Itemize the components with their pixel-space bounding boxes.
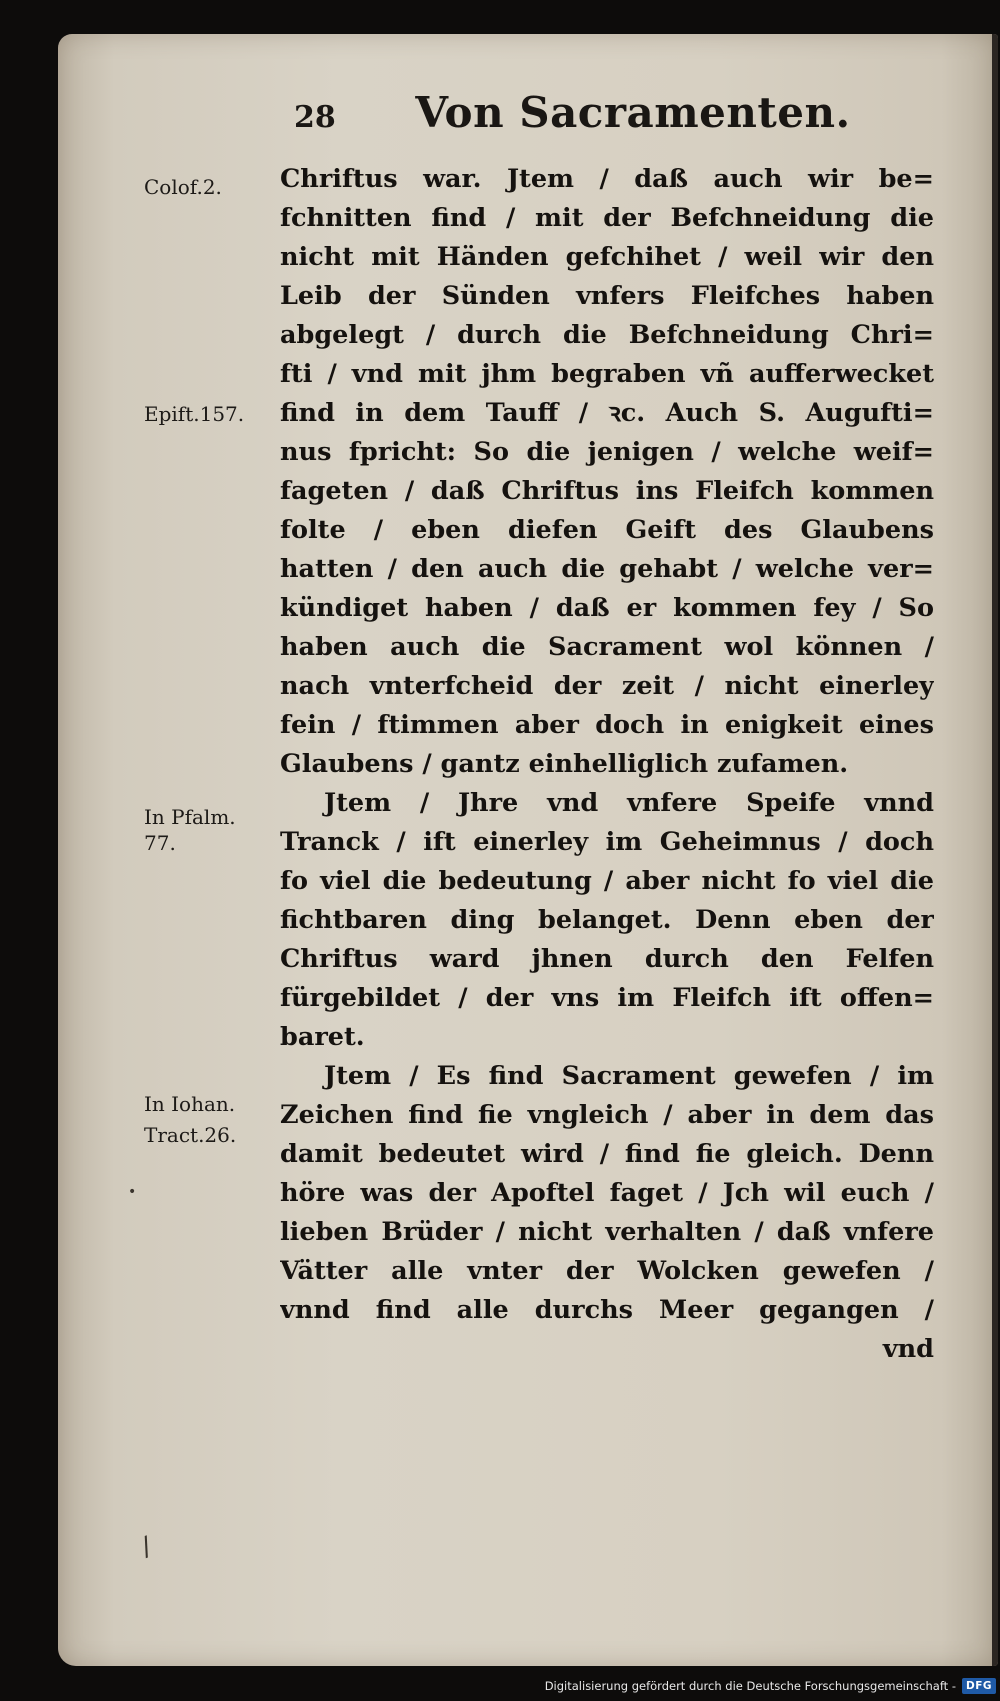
text-line: fchnitten find / mit der Befchneidung die xyxy=(280,203,934,233)
running-title: Von Sacramenten. xyxy=(415,88,851,137)
dfg-logo: DFG xyxy=(962,1678,996,1694)
text-line: fageten / daß Chriftus ins Fleifch kommen xyxy=(280,476,934,506)
text-line: Zeichen find fie vngleich / aber in dem das xyxy=(280,1100,934,1130)
text-line: find in dem Tauff / ꝛc. Auch S. Augufti= xyxy=(280,398,934,428)
text-line: haben auch die Sacrament wol können / xyxy=(280,632,934,662)
text-line: Jtem / Jhre vnd vnfere Speife vnnd xyxy=(324,788,934,818)
text-line: fichtbaren ding belanget. Denn eben der xyxy=(280,905,934,935)
text-line: hatten / den auch die gehabt / welche ver= xyxy=(280,554,934,584)
margin-note-colossians: Colof.2. xyxy=(144,175,222,199)
margin-note-epistle: Epift.157. xyxy=(144,402,245,426)
text-line: Jtem / Es find Sacrament gewefen / im xyxy=(324,1061,934,1091)
ink-speck: • xyxy=(128,1184,137,1200)
margin-note-tractate: Tract.26. xyxy=(144,1123,237,1147)
margin-note-psalm-number: 77. xyxy=(144,831,176,855)
funding-note: Digitalisierung gefördert durch die Deutsche Forschungsgemeinschaft - xyxy=(544,1679,956,1693)
text-line: nicht mit Händen gefchihet / weil wir den xyxy=(280,242,934,272)
pencil-mark: / xyxy=(137,1531,156,1563)
text-line: damit bedeutet wird / find fie gleich. Denn xyxy=(280,1139,934,1169)
page-edge xyxy=(992,34,998,1666)
text-line: vnnd find alle durchs Meer gegangen / xyxy=(280,1295,934,1325)
book-page xyxy=(58,34,998,1666)
text-line: abgelegt / durch die Befchneidung Chri= xyxy=(280,320,934,350)
text-line: folte / eben diefen Geift des Glaubens xyxy=(280,515,934,545)
text-line: fo viel die bedeutung / aber nicht fo viel die xyxy=(280,866,934,896)
text-line: Leib der Sünden vnfers Fleifches haben xyxy=(280,281,934,311)
text-line: kündiget haben / daß er kommen fey / So xyxy=(280,593,934,623)
funding-footer xyxy=(541,1673,1000,1699)
text-line: fti / vnd mit jhm begraben vñ aufferwecket xyxy=(280,359,934,389)
catchword: vnd xyxy=(882,1334,934,1364)
text-line: fein / ftimmen aber doch in enigkeit eines xyxy=(280,710,934,740)
text-line: nach vnterfcheid der zeit / nicht einerley xyxy=(280,671,934,701)
text-line: baret. xyxy=(280,1022,365,1052)
page-header xyxy=(294,88,851,137)
text-line: fürgebildet / der vns im Fleifch ift offen= xyxy=(280,983,934,1013)
margin-note-john: In Iohan. xyxy=(144,1092,236,1116)
text-line: Chriftus war. Jtem / daß auch wir be= xyxy=(280,164,934,194)
text-line: höre was der Apoftel faget / Jch wil euch / xyxy=(280,1178,934,1208)
text-line: nus fpricht: So die jenigen / welche weif= xyxy=(280,437,934,467)
text-line: Chriftus ward jhnen durch den Felfen xyxy=(280,944,934,974)
body-text xyxy=(280,160,934,1369)
page-number: 28 xyxy=(294,100,336,135)
margin-note-psalm: In Pfalm. xyxy=(144,805,236,829)
text-line: Glaubens / gantz einhelliglich zufamen. xyxy=(280,749,849,779)
text-line: Tranck / ift einerley im Geheimnus / doch xyxy=(280,827,934,857)
text-line: lieben Brüder / nicht verhalten / daß vnfere xyxy=(280,1217,934,1247)
text-line: Vätter alle vnter der Wolcken gewefen / xyxy=(280,1256,934,1286)
